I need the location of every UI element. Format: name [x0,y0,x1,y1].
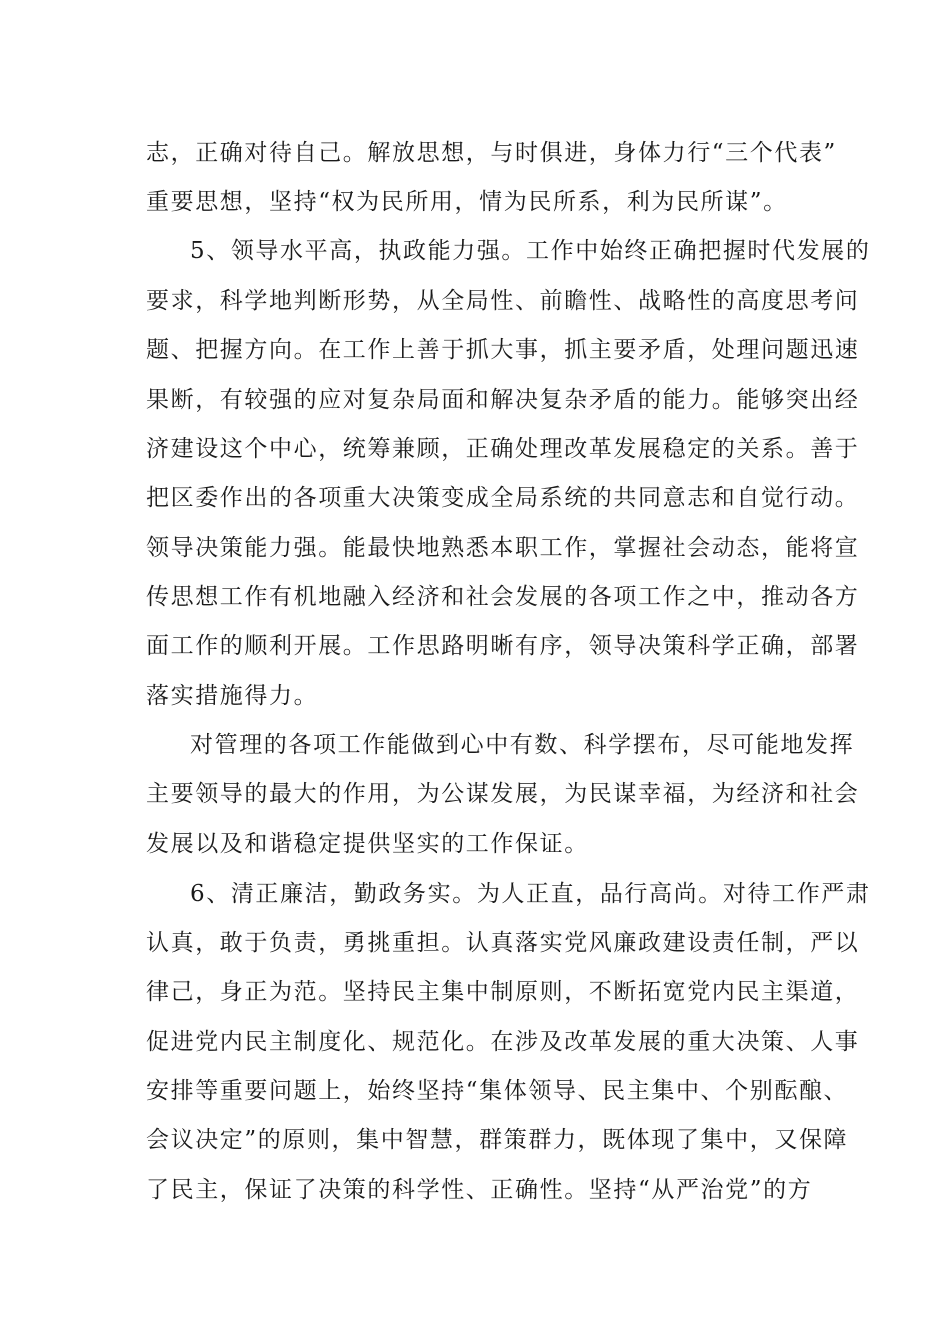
text-line: 主要领导的最大的作用，为公谋发展，为民谋幸福，为经济和社会 [146,781,860,807]
text-line: 果断，有较强的应对复杂局面和解决复杂矛盾的能力。能够突出经 [146,387,860,413]
text-line: 题、把握方向。在工作上善于抓大事，抓主要矛盾，处理问题迅速 [146,337,860,363]
text-line: 了民主，保证了决策的科学性、正确性。坚持“从严治党”的方 [146,1177,813,1203]
text-line: 促进党内民主制度化、规范化。在涉及改革发展的重大决策、人事 [146,1029,860,1055]
text-line: 重要思想，坚持“权为民所用，情为民所系，利为民所谋”。 [146,189,788,215]
text-line: 把区委作出的各项重大决策变成全局系统的共同意志和自觉行动。 [146,485,860,511]
text-line: 认真，敢于负责，勇挑重担。认真落实党风廉政建设责任制，严以 [146,930,860,956]
text-line: 面工作的顺利开展。工作思路明晰有序，领导决策科学正确，部署 [146,633,860,659]
text-line: 落实措施得力。 [146,683,319,709]
text-line: 律己，身正为范。坚持民主集中制原则，不断拓宽党内民主渠道， [146,979,860,1005]
text-line: 传思想工作有机地融入经济和社会发展的各项工作之中，推动各方 [146,584,860,610]
paragraph-5-start: 5、领导水平高，执政能力强。工作中始终正确把握时代发展的 [190,238,871,264]
paragraph-6-start: 6、清正廉洁，勤政务实。为人正直，品行高尚。对待工作严肃 [190,881,871,907]
text-line: 安排等重要问题上，始终坚持“集体领导、民主集中、个别酝酿、 [146,1078,849,1104]
paragraph-management-start: 对管理的各项工作能做到心中有数、科学摆布，尽可能地发挥 [190,732,855,758]
text-line: 志，正确对待自己。解放思想，与时俱进，身体力行“三个代表” [146,140,837,166]
text-line: 发展以及和谐稳定提供坚实的工作保证。 [146,831,589,857]
text-line: 领导决策能力强。能最快地熟悉本职工作，掌握社会动态，能将宣 [146,535,860,561]
text-line: 会议决定”的原则，集中智慧，群策群力，既体现了集中，又保障 [146,1127,849,1153]
text-line: 济建设这个中心，统筹兼顾，正确处理改革发展稳定的关系。善于 [146,436,860,462]
text-line: 要求，科学地判断形势，从全局性、前瞻性、战略性的高度思考问 [146,288,860,314]
